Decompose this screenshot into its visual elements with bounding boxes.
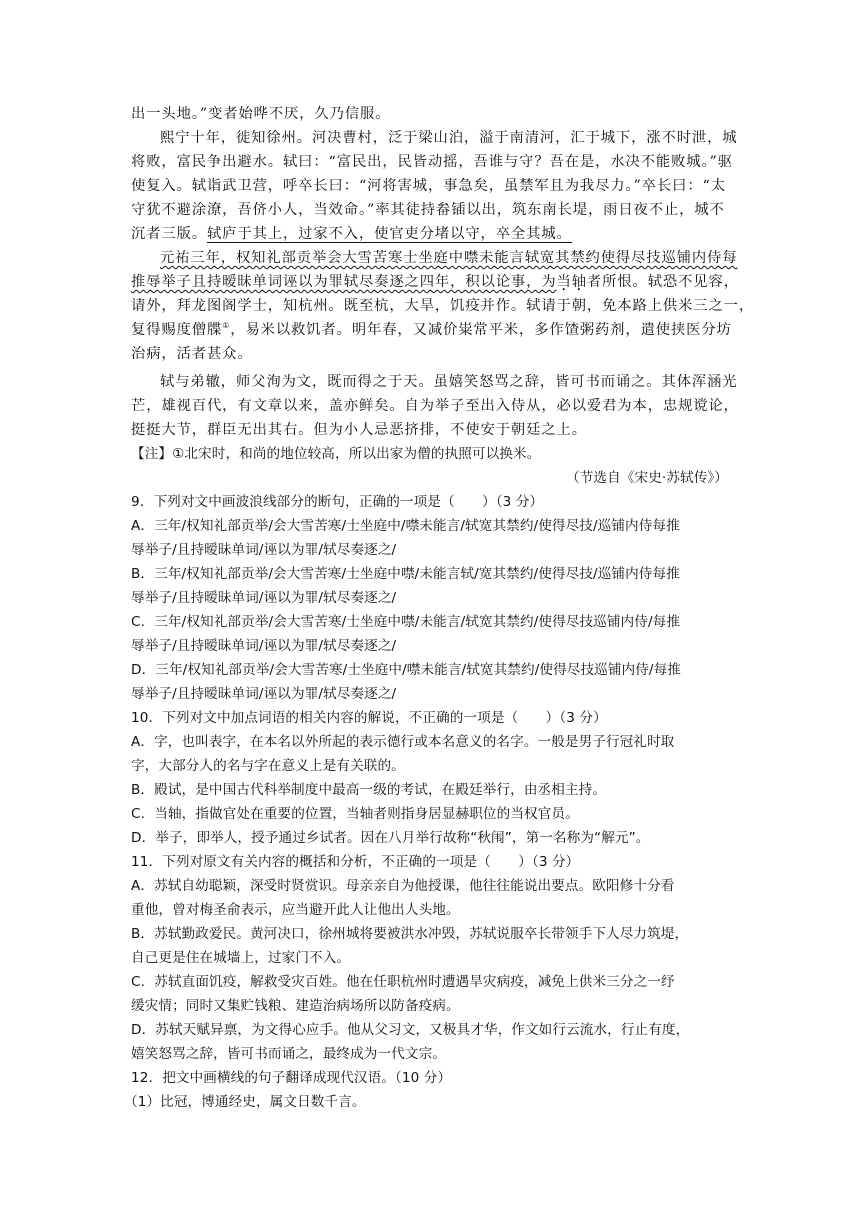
option-b-cont: 辱举子/且持暧昧单词/诬以为罪/轼尽奏逐之/: [131, 590, 397, 606]
passage-line: 芒，雄视百代，有文章以来，盖亦鲜矣。自为举子至出入侍从，必以爱君为本，忠规谠论，: [131, 398, 739, 414]
passage-line: 使复入。轼诣武卫营，呼卒长曰：“河将害城，事急矣，虽禁军且为我尽力。”卒长曰：“太: [131, 178, 726, 194]
option-c-cont: 缓灾情；同时又集贮钱粮、建造治病场所以防备疫病。: [131, 998, 460, 1014]
option-d: D．举子，即举人，授予通过乡试者。因在八月举行故称“秋闱”，第一名称为“解元”。: [131, 830, 650, 846]
passage-text: 复得赐度僧牒: [131, 322, 223, 338]
question-10: 10．下列对文中加点词语的相关内容的解说，不正确的一项是（ ）（3 分）: [131, 710, 607, 726]
source-citation: （节选自《宋史·苏轼传》）: [566, 470, 728, 486]
wavy-underlined-text: 推辱举子且持暧昧单词诬以为罪轼尽奏逐之四年，积以论事，为: [131, 274, 557, 290]
option-c: C．苏轼直面饥疫，解救受灾百姓。他在任职杭州时遭遇旱灾病疫，减免上供米三分之一纾: [131, 974, 675, 990]
passage-line: 请外，拜龙图阁学士，知杭州。既至杭，大旱，饥疫并作。轼请于朝，免本路上供米三之一，: [131, 298, 755, 314]
passage-line: 熙宁十年，徙知徐州。河决曹村，泛于梁山泊，溢于南清河，汇于城下，涨不时泄，城: [160, 130, 738, 146]
option-a: A．苏轼自幼聪颖，深受时贤赏识。母亲亲自为他授课，他往往能说出要点。欧阳修十分看: [131, 878, 675, 894]
passage-line: [131, 272, 739, 292]
option-d-cont: 辱举子/且持暧昧单词/诬以为罪/轼尽奏逐之/: [131, 686, 397, 702]
passage-line: 将败，富民争出避水。轼曰：“富民出，民皆动摇，吾谁与守？吾在是，水决不能败城。”驱: [131, 154, 733, 170]
passage-line: 出一头地。”变者始哗不厌，久乃信服。: [131, 106, 391, 122]
dotted-char: 轴: [571, 274, 587, 290]
option-c: C．三年/权知礼部贡举/会大雪苦寒/士坐庭中噤/未能言/轼宽其禁约/使得尽技巡铺内侍/每推: [131, 614, 681, 630]
option-a-cont: 重他，曾对梅圣俞表示，应当避开此人让他出人头地。: [131, 902, 460, 918]
annotation-note: 【注】①北宋时，和尚的地位较高，所以出家为僧的执照可以换米。: [131, 446, 541, 462]
passage-text: 者所恨。轼恐不见容，: [586, 274, 739, 290]
passage-line: [160, 248, 760, 268]
option-d: D．苏轼天赋异禀，为文得心应手。他从父习文，又极具才华，作文如行云流水，行止有度，: [131, 1022, 690, 1038]
passage-line: 治病，活者甚众。: [131, 346, 253, 362]
passage-text: 沉者三版。: [131, 226, 207, 242]
footnote-marker: ①: [222, 321, 231, 331]
question-12: 12．把文中画横线的句子翻译成现代汉语。（10 分）: [131, 1070, 452, 1086]
passage-line: 守犹不避涂潦，吾侪小人，当效命。”率其徒持畚锸以出，筑东南长堤，雨日夜不止，城不: [131, 202, 725, 218]
option-a-cont: 辱举子/且持暧昧单词/诬以为罪/轼尽奏逐之/: [131, 542, 397, 558]
wavy-underlined-text: 元祐三年，权知礼部贡举会大雪苦寒士坐庭中噤未能言轼宽其禁约使得尽技巡铺内侍每: [160, 250, 738, 266]
option-a: A．三年/权知礼部贡举/会大雪苦寒/士坐庭中/噤未能言/轼宽其禁约/使得尽技/巡铺内侍每推: [131, 518, 680, 534]
passage-line: [131, 224, 731, 244]
option-c-cont: 辱举子/且持暧昧单词/诬以为罪/轼尽奏逐之/: [131, 638, 397, 654]
passage-line: 挺挺大节，群臣无出其右。但为小人忌恶挤排，不使安于朝廷之上。: [131, 422, 587, 438]
option-b: B．苏轼勤政爱民。黄河决口，徐州城将要被洪水冲毁，苏轼说服卒长带领手下人尽力筑堤，: [131, 926, 689, 942]
option-d: D．三年/权知礼部贡举/会大雪苦寒/士坐庭中/噤未能言/轼宽其禁约/使得尽技巡铺内侍/每推: [131, 662, 681, 678]
option-b: B．三年/权知礼部贡举/会大雪苦寒/士坐庭中噤/未能言轼/宽其禁约/使得尽技/巡铺内侍每推: [131, 566, 680, 582]
option-b-cont: 自己更是住在城墙上，过家门不入。: [131, 950, 351, 966]
question-12-part-1: （1）比冠，博通经史，属文日数千言。: [124, 1094, 366, 1110]
option-a: A．字，也叫表字，在本名以外所起的表示德行或本名意义的名字。一般是男子行冠礼时取: [131, 734, 675, 750]
dotted-char: 当: [556, 274, 572, 290]
passage-line: [131, 320, 731, 340]
option-d-cont: 嬉笑怒骂之辞，皆可书而诵之，最终成为一代文宗。: [131, 1046, 446, 1062]
option-c: C．当轴，指做官处在重要的位置，当轴者则指身居显赫职位的当权官员。: [131, 806, 579, 822]
question-11: 11．下列对原文有关内容的概括和分析，不正确的一项是（ ）（3 分）: [131, 854, 580, 870]
option-b: B．殿试，是中国古代科举制度中最高一级的考试，在殿廷举行，由丞相主持。: [131, 782, 607, 798]
passage-text: ，易米以救饥者。明年春，又减价粜常平米，多作馇粥药剂，遣使挟医分坊: [230, 322, 732, 338]
passage-line: 轼与弟辙，师父洵为文，既而得之于天。虽嬉笑怒骂之辞，皆可书而诵之。其体浑涵光: [160, 374, 738, 390]
option-a-cont: 字，大部分人的名与字在意义上是有关联的。: [131, 758, 405, 774]
underlined-sentence: 轼庐于其上，过家不入，使官吏分堵以守，卒全其城。: [206, 226, 572, 242]
question-9: 9．下列对文中画波浪线部分的断句，正确的一项是（ ）（3 分）: [131, 494, 544, 510]
